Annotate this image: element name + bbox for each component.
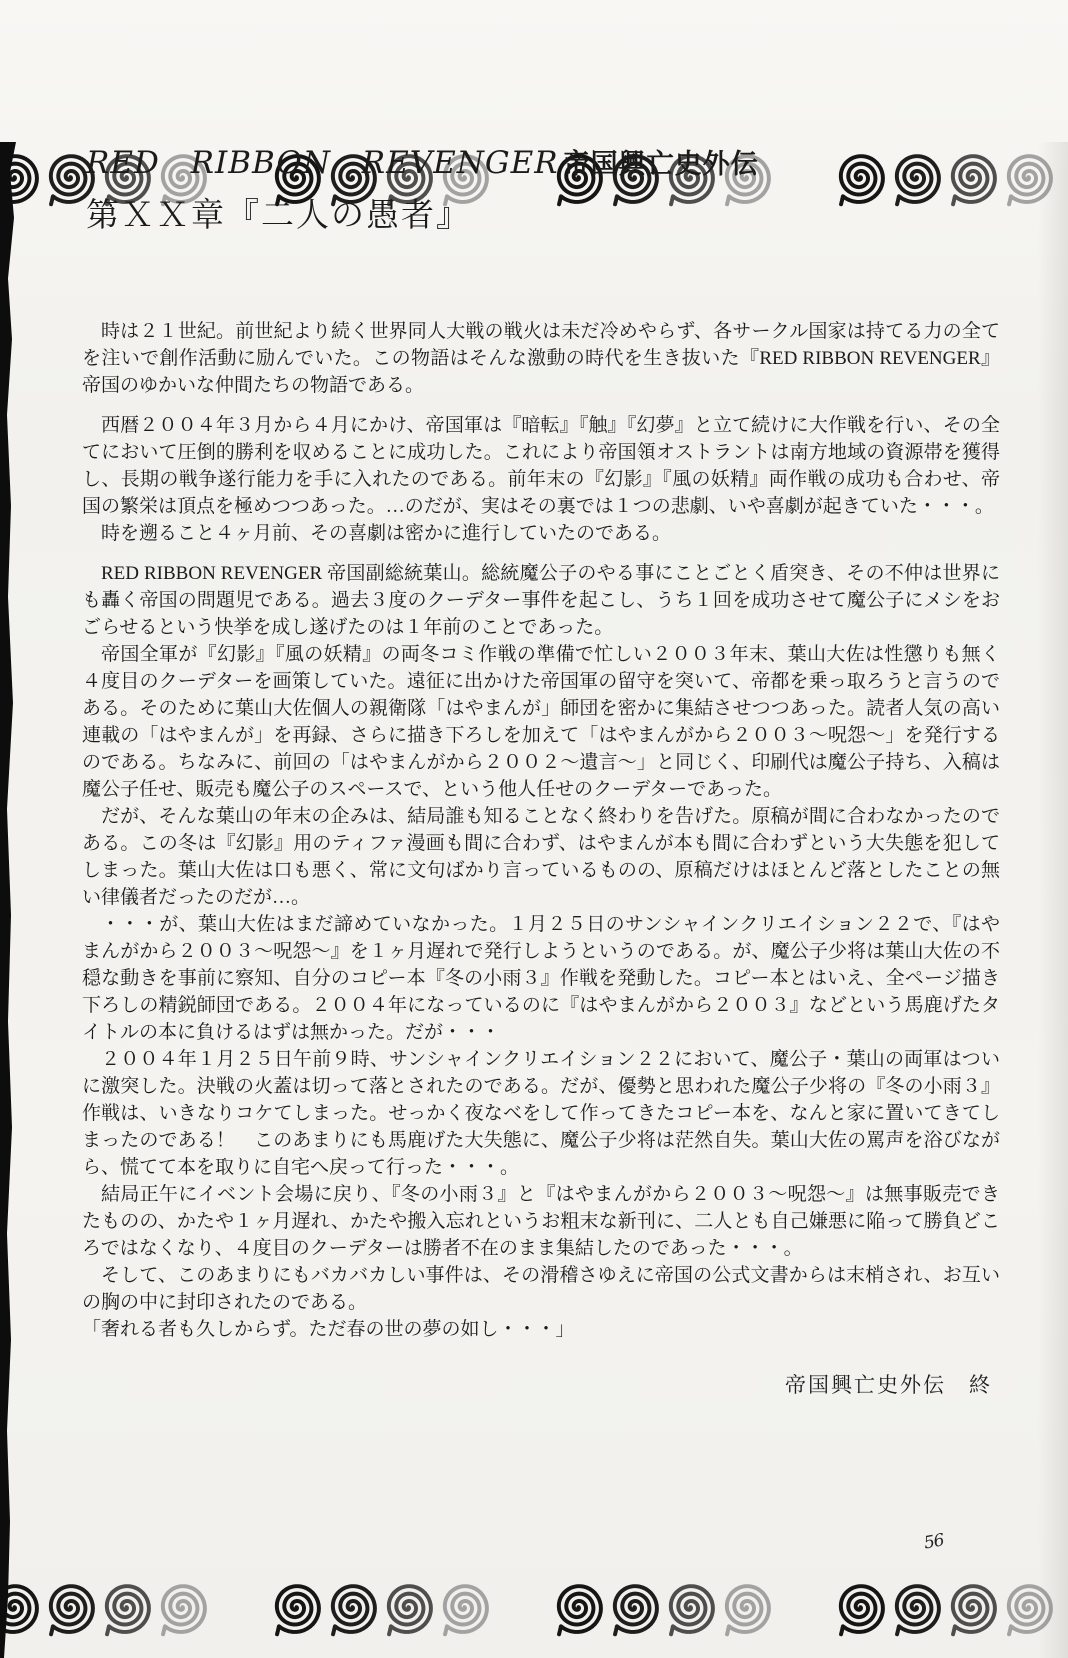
paragraph: RED RIBBON REVENGER 帝国副総統葉山。総統魔公子のやる事にことごとく盾突き、その不仲は世界にも轟く帝国の問題児である。過去３度のクーデター事件を起こし、うち１回を成功させて魔公子にメシをおごらせるという快挙を成し遂げたのは１年前のことであった。	[82, 563, 1000, 638]
paragraph: 時は２１世紀。前世紀より続く世界同人大戦の戦火は未だ冷めやらず、各サークル国家は持てる力の全てを注いで創作活動に励んでいた。この物語はそんな激動の時代を生き抜いた『RED RIBBON REVENGER』帝国のゆかいな仲間たちの物語である。	[82, 321, 1000, 396]
spiral-icon	[888, 1580, 944, 1640]
paragraph: だが、そんな葉山の年末の企みは、結局誰も知ることなく終わりを告げた。原稿が間に合わなかったのである。この冬は『幻影』用のティファ漫画も間に合わず、はやまんが本も間に合わずという大失態を犯してしまった。葉山大佐は口も悪く、常に文句ばかり言っているものの、原稿だけはほとんど落としたことの無い律儀者だったのだが…。	[82, 806, 1000, 908]
spiral-group	[832, 1580, 1056, 1640]
spiral-icon	[718, 1580, 774, 1640]
paragraph: 時を遡ること４ヶ月前、その喜劇は密かに進行していたのである。	[101, 523, 672, 544]
spiral-icon	[98, 1580, 154, 1640]
spiral-border-bottom	[0, 1580, 1056, 1640]
spiral-icon	[42, 1580, 98, 1640]
spiral-group	[268, 1580, 492, 1640]
spiral-icon	[662, 1580, 718, 1640]
story-text	[82, 318, 1000, 1343]
spiral-icon	[324, 1580, 380, 1640]
paragraph: 帝国全軍が『幻影』『風の妖精』の両冬コミ作戦の準備で忙しい２００３年末、葉山大佐は性懲りも無く４度目のクーデターを画策していた。遠征に出かけた帝国軍の留守を突いて、帝都を乗っ取ろうと言うのである。そのために葉山大佐個人の親衛隊「はやまんが」師団を密かに集結させつつあった。読者人気の高い連載の「はやまんが」を再録、さらに描き下ろしを加えて「はやまんがから２００３〜呪怨〜」を発行するのである。ちなみに、前回の「はやまんがから２００２〜遺言〜」と同じく、印刷代は魔公子持ち、入稿は魔公子任せ、販売も魔公子のスペースで、という他人任せのクーデターであった。	[82, 644, 1000, 800]
spiral-icon	[154, 1580, 210, 1640]
series-title	[86, 142, 1000, 181]
closing-line: 帝国興亡史外伝 終	[785, 1373, 992, 1397]
spiral-icon	[550, 1580, 606, 1640]
paragraph: そして、このあまりにもバカバカしい事件は、その滑稽さゆえに帝国の公式文書からは末梢され、お互いの胸の中に封印されたのである。	[82, 1265, 1000, 1313]
spiral-icon	[944, 1580, 1000, 1640]
series-title-en: RED RIBBON REVENGER	[86, 145, 559, 181]
paragraph: ２００４年１月２５日午前９時、サンシャインクリエイション２２において、魔公子・葉山の両軍はついに激突した。決戦の火蓋は切って落とされたのである。だが、優勢と思われた魔公子少将の『冬の小雨３』作戦は、いきなりコケてしまった。せっかく夜なべをして作ってきたコピー本を、なんと家に置いてきてしまったのである！ このあまりにも馬鹿げた大失態に、魔公子少将は茫然自失。葉山大佐の罵声を浴びながら、慌てて本を取りに自宅へ戻って行った・・・。	[82, 1049, 1000, 1178]
scan-right-shadow	[1038, 142, 1068, 1658]
paragraph: 結局正午にイベント会場に戻り、『冬の小雨３』と『はやまんがから２００３〜呪怨〜』は無事販売できたものの、かたや１ヶ月遅れ、かたや搬入忘れというお粗末な新刊に、二人とも自己嫌悪に陥って勝負どころではなくなり、４度目のクーデターは勝者不在のまま集結したのであった・・・。	[82, 1184, 1000, 1259]
spiral-icon	[832, 1580, 888, 1640]
page-number: 56	[922, 1530, 946, 1554]
spiral-icon	[436, 1580, 492, 1640]
spiral-group	[550, 1580, 774, 1640]
spiral-group	[0, 1580, 210, 1640]
paragraph: ・・・が、葉山大佐はまだ諦めていなかった。１月２５日のサンシャインクリエイション２２で、『はやまんがから２００３〜呪怨〜』を１ヶ月遅れで発行しようというのである。が、魔公子少将は葉山大佐の不穏な動きを事前に察知、自分のコピー本『冬の小雨３』作戦を発動した。コピー本とはいえ、全ページ描き下ろしの精鋭師団である。２００４年になっているのに『はやまんがから２００３』などという馬鹿げたタイトルの本に負けるはずは無かった。だが・・・	[82, 914, 1000, 1043]
paragraph: 西暦２００４年３月から４月にかけ、帝国軍は『暗転』『触』『幻夢』と立て続けに大作戦を行い、その全てにおいて圧倒的勝利を収めることに成功した。これにより帝国領オストラントは南方地域の資源帯を獲得し、長期の戦争遂行能力を手に入れたのである。前年末の『幻影』『風の妖精』両作戦の成功も合わせ、帝国の繁栄は頂点を極めつつあった。…のだが、実はその裏では１つの悲劇、いや喜劇が起きていた・・・。	[82, 415, 1000, 517]
spiral-icon	[606, 1580, 662, 1640]
page	[0, 142, 1068, 1399]
paragraph: 「奢れる者も久しからず。ただ春の世の夢の如し・・・」	[82, 1319, 575, 1340]
chapter-title: 第ＸＸ章『二人の愚者』	[86, 198, 471, 234]
title-block	[82, 142, 1000, 236]
spiral-icon	[380, 1580, 436, 1640]
spiral-icon	[268, 1580, 324, 1640]
series-title-ja: 帝国興亡史外伝	[562, 149, 759, 179]
